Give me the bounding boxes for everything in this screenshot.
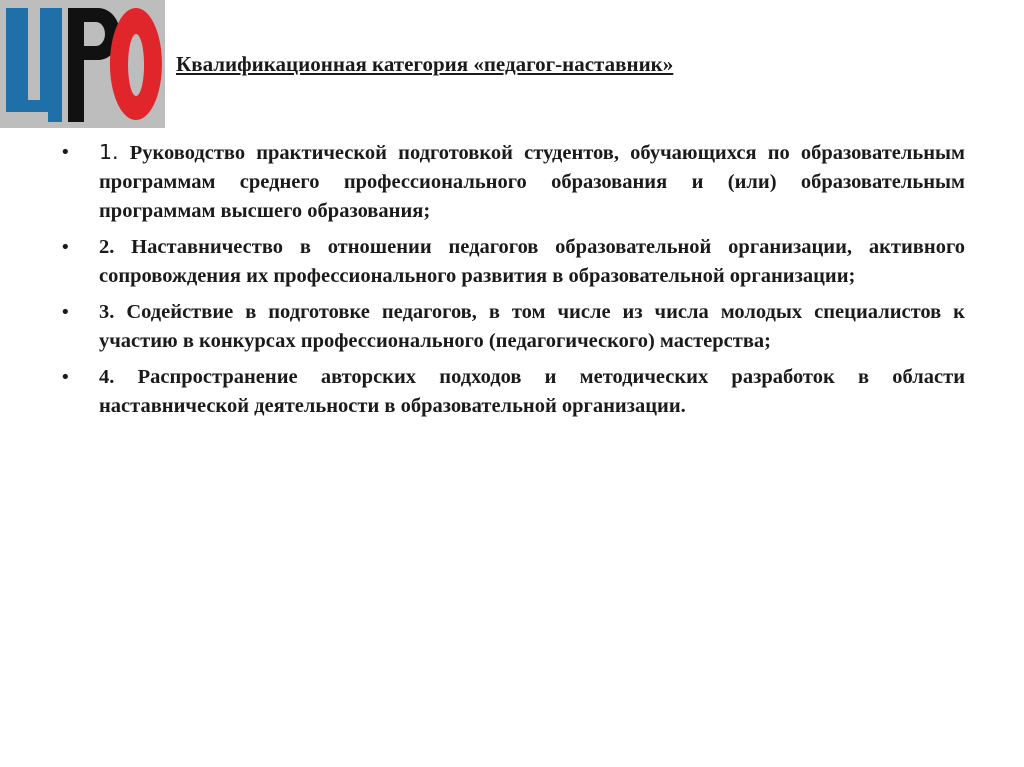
item-text: 2. Наставничество в отношении педагогов образовательной организации, активного сопровождения их профессионального развития в образовательной организации; xyxy=(99,236,965,287)
cro-logo xyxy=(0,0,165,128)
list-item xyxy=(60,233,965,291)
bullet-icon: • xyxy=(60,302,71,323)
item-number: 1. xyxy=(99,140,119,164)
item-text: 4. Распространение авторских подходов и методических разработок в области наставнической деятельности в образовательной организации. xyxy=(99,366,965,417)
slide-title: Квалификационная категория «педагог-наставник» xyxy=(176,52,674,76)
bullet-icon: • xyxy=(60,142,71,163)
list-item xyxy=(60,363,965,421)
list-item xyxy=(60,138,965,226)
bullet-list xyxy=(60,138,965,428)
list-item xyxy=(60,298,965,356)
item-text: 3. Содействие в подготовке педагогов, в том числе из числа молодых специалистов к участию в конкурсах профессионального (педагогического) мастерства; xyxy=(99,301,965,352)
bullet-icon: • xyxy=(60,237,71,258)
item-text: Руководство практической подготовкой студентов, обучающихся по образовательным программам среднего профессионального образования и (или) образовательным программам высшего образования; xyxy=(99,142,965,222)
bullet-icon: • xyxy=(60,367,71,388)
